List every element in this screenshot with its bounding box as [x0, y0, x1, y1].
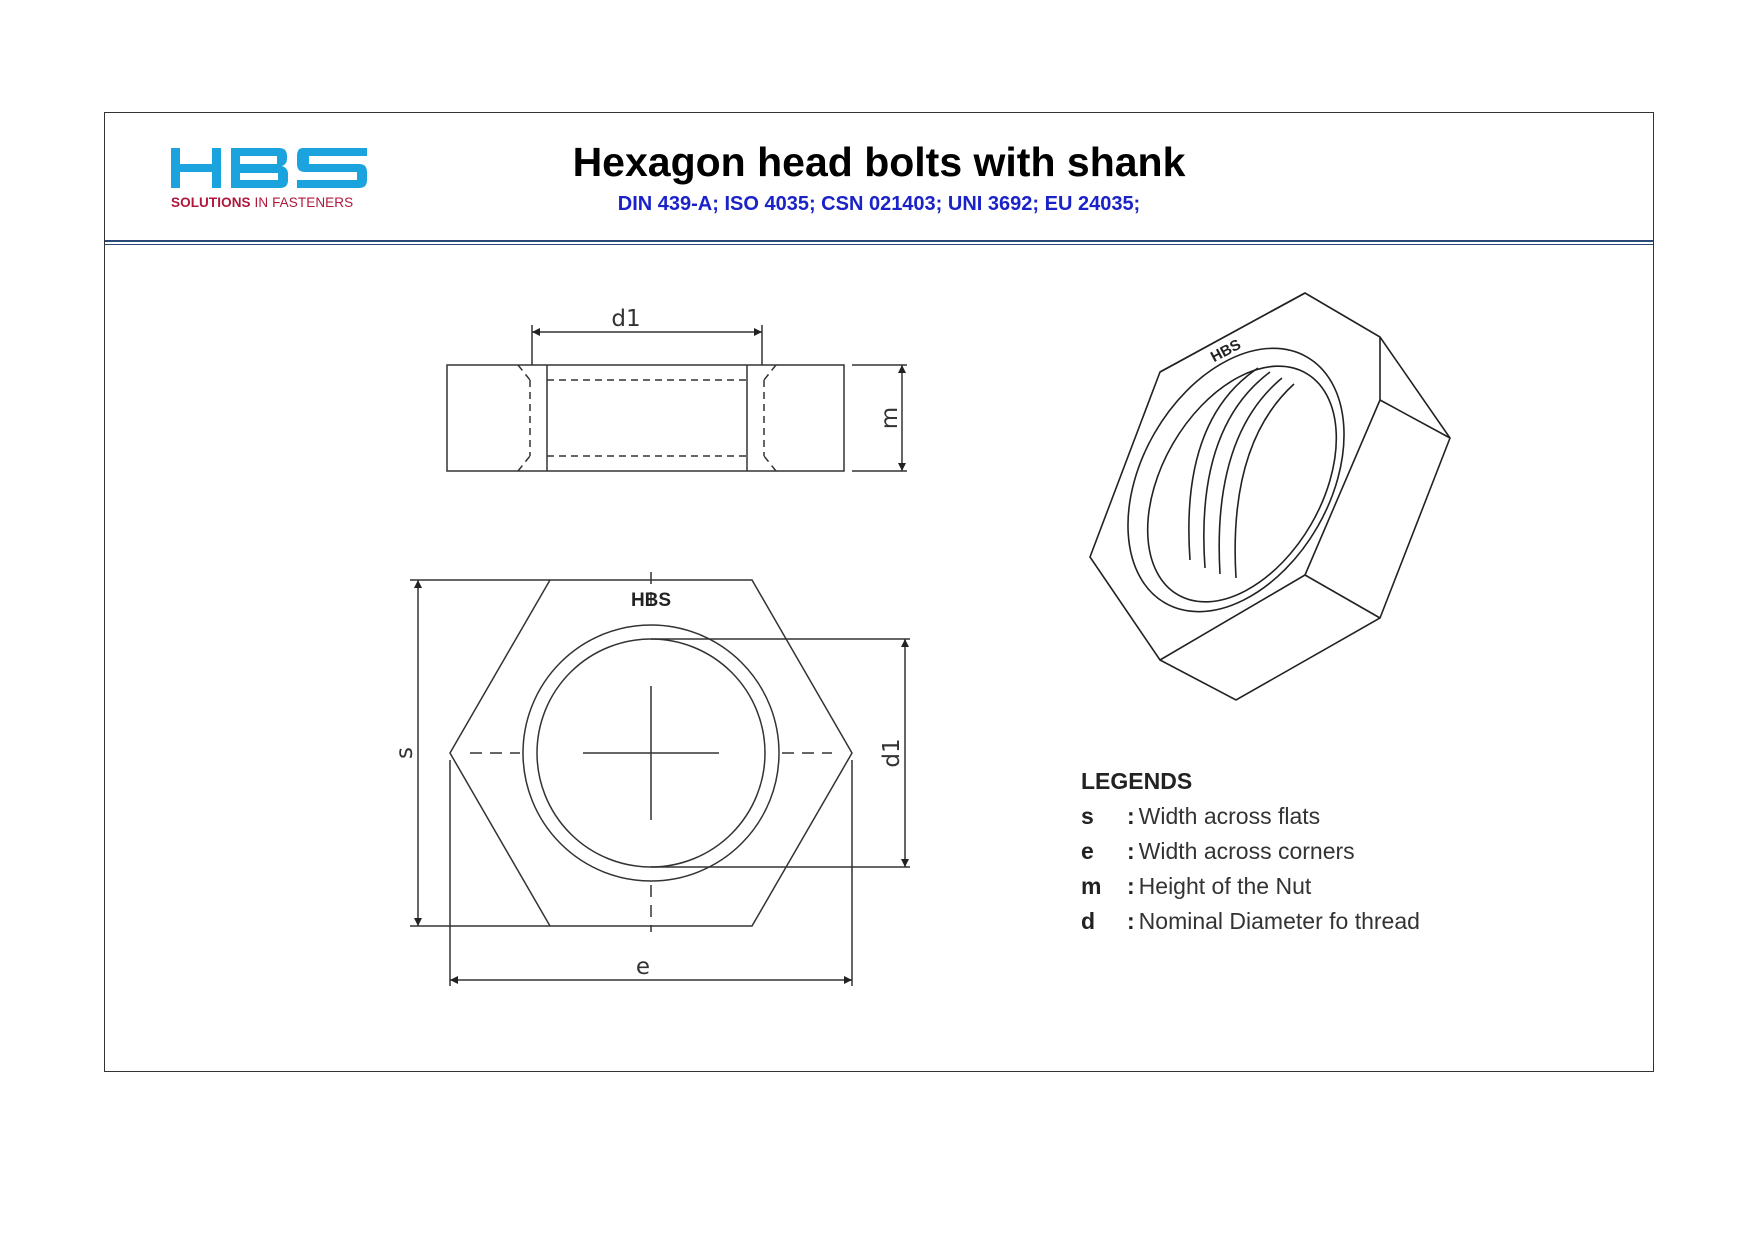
iso-top-edge [1160, 293, 1305, 372]
iso-bore-outer [1084, 310, 1389, 650]
legend-symbol: e [1081, 838, 1094, 864]
iso-thread-1 [1189, 368, 1258, 560]
e-label: e [635, 954, 651, 980]
legend-text: Width across corners [1138, 838, 1355, 864]
page-title: Hexagon head bolts with shank [572, 139, 1186, 185]
iso-nut-outline [1090, 293, 1450, 700]
top-d1-label: d1 [879, 738, 905, 768]
tagline-rest: IN FASTENERS [254, 195, 354, 210]
s-label: s [392, 747, 418, 759]
standards-line: DIN 439-A; ISO 4035; CSN 021403; UNI 3692; EU 24035; [617, 193, 1141, 215]
iso-face-edge-a [1305, 575, 1380, 618]
iso-face-edge-c [1305, 400, 1380, 575]
top-view-marking: HBS [630, 590, 672, 611]
side-m-label: m [877, 406, 903, 430]
tagline-bold: SOLUTIONS [171, 195, 251, 210]
iso-face-edge-d [1380, 400, 1450, 438]
legends-panel [1081, 768, 1501, 943]
legend-text: Height of the Nut [1138, 873, 1312, 899]
legend-row-m: m : Height of the Nut [1081, 873, 1312, 899]
side-view-hidden-lines [518, 365, 776, 471]
legend-text: Width across flats [1138, 803, 1321, 829]
iso-marking: HBS [1207, 336, 1244, 366]
top-view [410, 572, 910, 986]
legend-symbol: m [1081, 873, 1102, 899]
side-view [447, 325, 907, 471]
legend-symbol: s [1081, 803, 1094, 829]
legend-row-e: e : Width across corners [1081, 838, 1355, 864]
legend-row-s: s : Width across flats [1081, 803, 1321, 829]
isometric-view [1084, 293, 1450, 700]
legends-title: LEGENDS [1081, 768, 1193, 794]
legend-symbol: d [1081, 908, 1096, 934]
iso-face-edge-b [1160, 575, 1305, 660]
iso-thread-4 [1235, 384, 1294, 578]
legend-row-d: d : Nominal Diameter fo thread [1081, 908, 1420, 934]
legend-text: Nominal Diameter fo thread [1138, 908, 1420, 934]
side-d1-label: d1 [611, 306, 641, 332]
side-view-outline [447, 365, 844, 471]
